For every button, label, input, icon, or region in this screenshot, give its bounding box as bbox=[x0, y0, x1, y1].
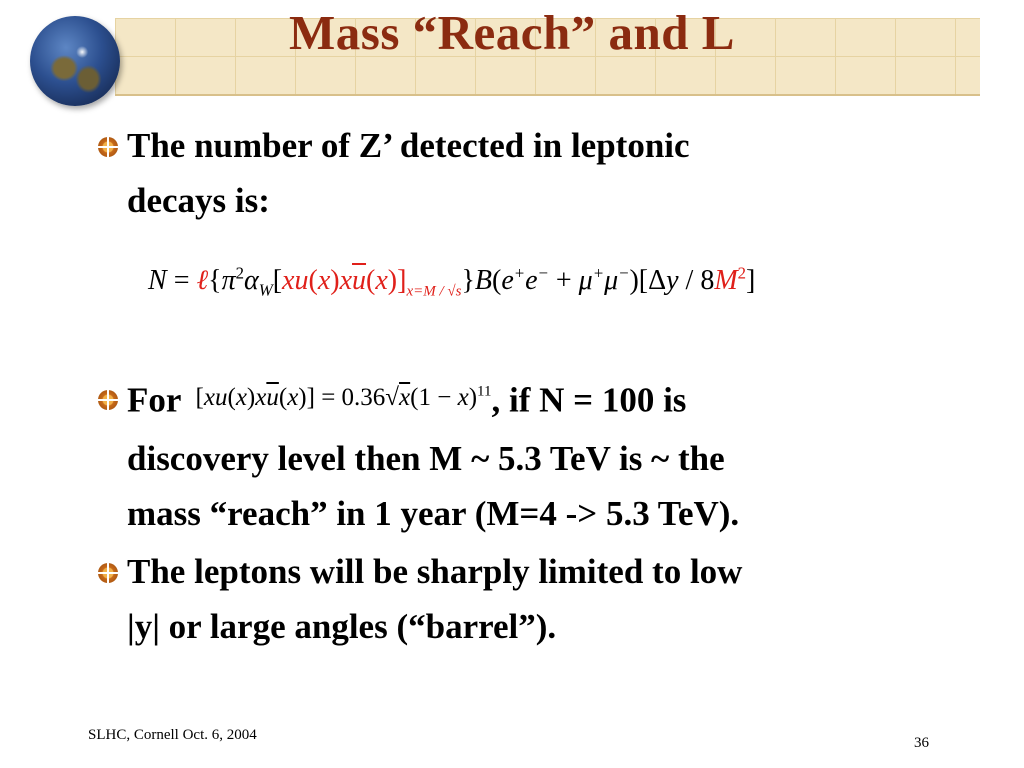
bullet-1 bbox=[127, 118, 987, 228]
page-number: 36 bbox=[914, 735, 929, 751]
bullet-2-suffix: , if N = 100 is bbox=[491, 380, 687, 420]
bullet-2-line2: discovery level then M ~ 5.3 TeV is ~ the bbox=[127, 439, 725, 479]
footer-text: SLHC, Cornell Oct. 6, 2004 bbox=[88, 727, 257, 743]
bullet-1-line2: decays is: bbox=[127, 181, 270, 220]
bullet-icon bbox=[98, 137, 118, 157]
bullet-icon bbox=[98, 390, 118, 410]
bullet-1-line1: The number of Z’ detected in leptonic bbox=[127, 126, 690, 165]
formula-main bbox=[148, 264, 755, 301]
bullet-3-line2: |y| or large angles (“barrel”). bbox=[127, 607, 557, 646]
page-title: Mass “Reach” and L bbox=[289, 5, 735, 60]
bullet-2-prefix: For bbox=[127, 380, 181, 420]
bullet-2-line1 bbox=[127, 371, 1007, 431]
bullet-2-line3: mass “reach” in 1 year (M=4 -> 5.3 TeV). bbox=[127, 494, 740, 534]
bullet-3 bbox=[127, 544, 1007, 654]
formula-luminosity: $[xu(x)x\overline{u}(x)] = 0.36√x(1 - x)^{11}$ bbox=[195, 384, 492, 412]
bullet-icon bbox=[98, 563, 118, 583]
bullet-3-line1: The leptons will be sharply limited to low bbox=[127, 552, 743, 591]
formula-main-text: $N = \ell\{\pi^2\alpha_W[xu(x)x\overline{u}(x)]_{x=M / √s}\}B(e^+e^- + \mu^+\mu^-)[\Delta y / 8M^2]$ bbox=[148, 264, 756, 300]
bullet-2 bbox=[127, 371, 1007, 541]
